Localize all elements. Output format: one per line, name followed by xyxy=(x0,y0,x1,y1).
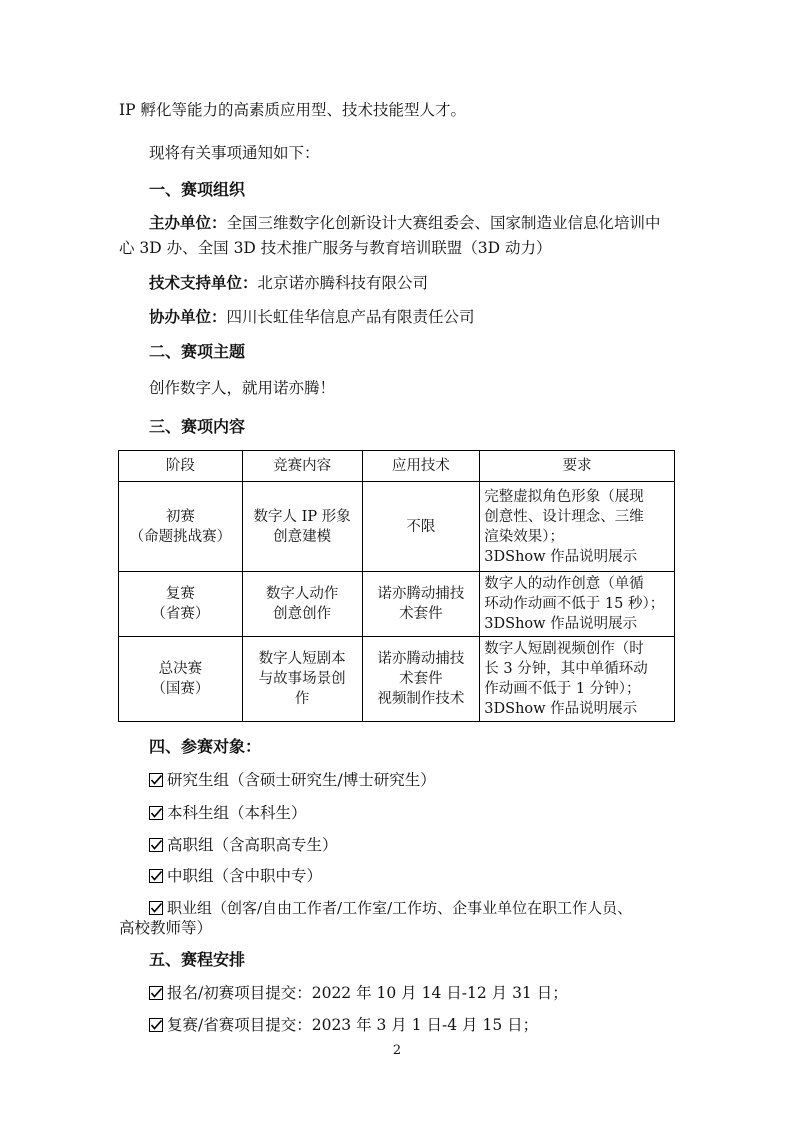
tech-support-label: 技术支持单位： xyxy=(149,274,258,292)
intro-text: IP 孵化等能力的高素质应用型、技术技能型人才。 xyxy=(119,101,466,119)
host-line-continued: 心 3D 办、全国 3D 技术推广服务与教育培训联盟（3D 动力） xyxy=(119,239,552,257)
section-heading-schedule: 五、赛程安排 xyxy=(149,950,246,969)
theme-text: 创作数字人，就用诺亦腾！ xyxy=(149,379,336,397)
cell-stage: 总决赛 （国赛） xyxy=(119,637,243,722)
cell-stage: 复赛 （省赛） xyxy=(119,572,243,637)
list-item: 高职组（含高职高专生） xyxy=(149,835,338,855)
section-heading-participants: 四、参赛对象： xyxy=(149,737,262,756)
cell-stage: 初赛 （命题挑战赛） xyxy=(119,482,243,572)
cell-requirements: 数字人短剧视频创作（时 长 3 分钟，其中单循环动 作动画不低于 1 分钟）； 3DShow 作品说明展示 xyxy=(480,637,675,722)
checked-box-icon xyxy=(149,986,163,1000)
table-row xyxy=(119,482,675,572)
page-number: 2 xyxy=(392,1043,402,1058)
checked-box-icon xyxy=(149,869,163,883)
checked-box-icon xyxy=(149,838,163,852)
list-item: 报名/初赛项目提交：2022 年 10 月 14 日-12 月 31 日； xyxy=(149,983,568,1003)
cell-content: 数字人 IP 形象 创意建模 xyxy=(242,482,362,572)
table-header-row xyxy=(119,451,675,482)
checked-box-icon xyxy=(149,1018,163,1032)
table-row xyxy=(119,572,675,637)
section-heading-organization: 一、赛项组织 xyxy=(149,180,246,199)
host-label: 主办单位： xyxy=(149,214,227,232)
section-heading-theme: 二、赛项主题 xyxy=(149,342,246,361)
co-organizer-label: 协办单位： xyxy=(149,308,227,326)
table-row xyxy=(119,637,675,722)
cell-content: 数字人短剧本 与故事场景创 作 xyxy=(242,637,362,722)
list-item-continued: 高校教师等） xyxy=(119,919,213,937)
header-stage: 阶段 xyxy=(119,451,243,482)
list-item: 本科生组（本科生） xyxy=(149,803,307,823)
header-requirements: 要求 xyxy=(480,451,675,482)
list-item: 职业组（创客/自由工作者/工作室/工作坊、企事业单位在职工作人员、 xyxy=(149,898,632,918)
list-item: 中职组（含中职中专） xyxy=(149,866,322,886)
cell-tech: 诺亦腾动捕技 术套件 xyxy=(362,572,480,637)
co-organizer-value: 四川长虹佳华信息产品有限责任公司 xyxy=(226,308,475,326)
schedule-table xyxy=(118,450,675,722)
checked-box-icon xyxy=(149,901,163,915)
cell-content: 数字人动作 创意创作 xyxy=(242,572,362,637)
cell-requirements: 数字人的动作创意（单循 环动作动画不低于 15 秒）； 3DShow 作品说明展示 xyxy=(480,572,675,637)
host-value: 全国三维数字化创新设计大赛组委会、国家制造业信息化培训中 xyxy=(226,214,661,232)
notice-text: 现将有关事项通知如下： xyxy=(149,144,320,162)
tech-support-value: 北京诺亦腾科技有限公司 xyxy=(257,274,429,292)
checked-box-icon xyxy=(149,806,163,820)
host-line xyxy=(149,213,661,233)
tech-support-line xyxy=(149,273,428,293)
list-item: 研究生组（含硕士研究生/博士研究生） xyxy=(149,770,436,790)
list-item: 复赛/省赛项目提交：2023 年 3 月 1 日-4 月 15 日； xyxy=(149,1015,538,1035)
cell-tech: 诺亦腾动捕技 术套件 视频制作技术 xyxy=(362,637,480,722)
section-heading-content: 三、赛项内容 xyxy=(149,417,246,436)
checked-box-icon xyxy=(149,773,163,787)
header-tech: 应用技术 xyxy=(362,451,480,482)
cell-requirements: 完整虚拟角色形象（展现 创意性、设计理念、三维 渲染效果）； 3DShow 作品说明展示 xyxy=(480,482,675,572)
cell-tech: 不限 xyxy=(362,482,480,572)
co-organizer-line xyxy=(149,307,475,327)
header-content: 竞赛内容 xyxy=(242,451,362,482)
